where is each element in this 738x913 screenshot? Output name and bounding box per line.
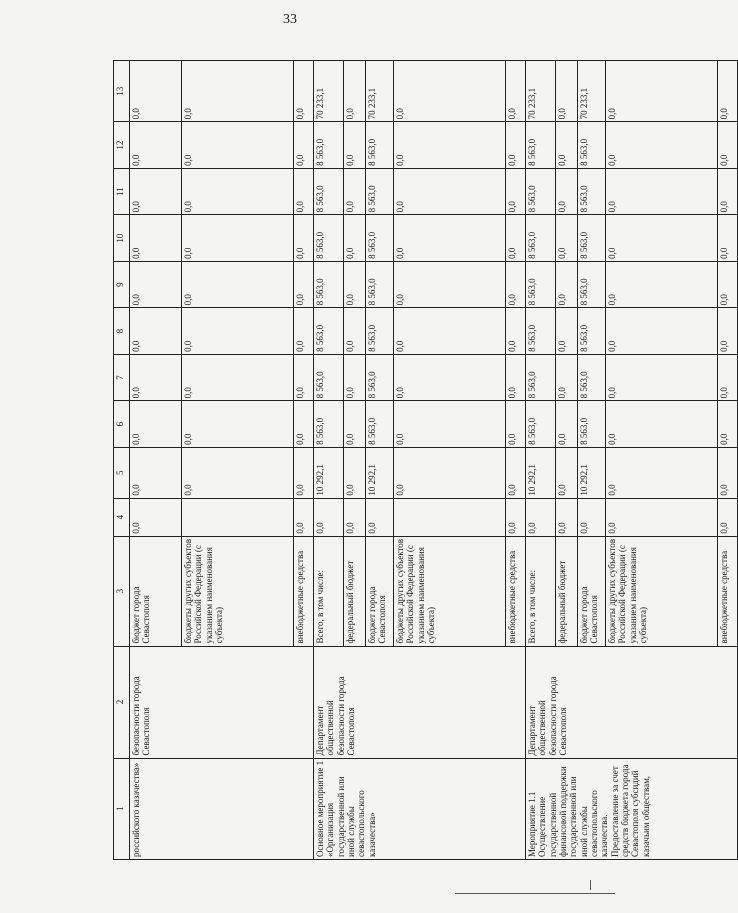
column-number: 3 bbox=[114, 536, 130, 646]
page-number: 33 bbox=[283, 12, 297, 27]
value-cell: 70 233,1 bbox=[366, 61, 394, 122]
value-cell: 0,0 bbox=[506, 61, 526, 122]
value-cell: 8 563,0 bbox=[314, 354, 344, 401]
value-cell: 8 563,0 bbox=[366, 354, 394, 401]
value-cell: 0,0 bbox=[556, 308, 578, 355]
value-cell: 0,0 bbox=[394, 447, 506, 498]
column-number: 9 bbox=[114, 261, 130, 308]
value-cell: 0,0 bbox=[556, 215, 578, 262]
funding-source-cell: бюджет города Севастополя bbox=[578, 536, 606, 646]
value-cell: 8 563,0 bbox=[366, 215, 394, 262]
value-cell: 8 563,0 bbox=[578, 401, 606, 448]
value-cell: 0,0 bbox=[344, 498, 366, 536]
value-cell: 10 292,1 bbox=[366, 447, 394, 498]
value-cell: 8 563,0 bbox=[578, 308, 606, 355]
value-cell: 8 563,0 bbox=[314, 308, 344, 355]
footer-rule bbox=[455, 893, 615, 894]
value-cell: 0,0 bbox=[294, 308, 314, 355]
value-cell: 0,0 bbox=[182, 401, 294, 448]
column-number: 10 bbox=[114, 215, 130, 262]
value-cell: 8 563,0 bbox=[526, 354, 556, 401]
column-number: 6 bbox=[114, 401, 130, 448]
value-cell: 0,0 bbox=[526, 498, 556, 536]
value-cell: 0,0 bbox=[394, 168, 506, 215]
value-cell: 0,0 bbox=[718, 261, 738, 308]
value-cell: 8 563,0 bbox=[526, 215, 556, 262]
column-number: 4 bbox=[114, 498, 130, 536]
column-number: 5 bbox=[114, 447, 130, 498]
measure-name-cell: Основное мероприятие 1 «Организация государственной или иной службы севастопольского казачества» bbox=[314, 758, 526, 859]
column-number-row bbox=[114, 61, 130, 860]
value-cell: 0,0 bbox=[556, 122, 578, 169]
value-cell: 0,0 bbox=[182, 215, 294, 262]
value-cell: 0,0 bbox=[344, 447, 366, 498]
value-cell: 0,0 bbox=[394, 354, 506, 401]
value-cell: 8 563,0 bbox=[526, 261, 556, 308]
value-cell: 8 563,0 bbox=[314, 215, 344, 262]
value-cell: 0,0 bbox=[344, 354, 366, 401]
value-cell: 8 563,0 bbox=[578, 215, 606, 262]
value-cell: 10 292,1 bbox=[578, 447, 606, 498]
value-cell: 0,0 bbox=[718, 354, 738, 401]
value-cell: 0,0 bbox=[344, 261, 366, 308]
value-cell: 0,0 bbox=[718, 61, 738, 122]
funding-source-cell: внебюджетные средства bbox=[294, 536, 314, 646]
value-cell: 10 292,1 bbox=[526, 447, 556, 498]
value-cell: 0,0 bbox=[314, 498, 344, 536]
value-cell: 0,0 bbox=[130, 261, 182, 308]
value-cell: 0,0 bbox=[556, 61, 578, 122]
value-cell: 0,0 bbox=[718, 168, 738, 215]
value-cell: 0,0 bbox=[344, 61, 366, 122]
value-cell: 0,0 bbox=[130, 354, 182, 401]
value-cell: 0,0 bbox=[718, 122, 738, 169]
value-cell: 0,0 bbox=[182, 122, 294, 169]
value-cell: 0,0 bbox=[294, 401, 314, 448]
value-cell: 0,0 bbox=[182, 308, 294, 355]
value-cell: 0,0 bbox=[294, 498, 314, 536]
value-cell: 0,0 bbox=[130, 308, 182, 355]
value-cell: 8 563,0 bbox=[578, 354, 606, 401]
table-row bbox=[526, 61, 556, 860]
value-cell: 8 563,0 bbox=[526, 168, 556, 215]
value-cell: 0,0 bbox=[606, 498, 718, 536]
value-cell: 0,0 bbox=[718, 215, 738, 262]
funding-source-cell: бюджет города Севастополя bbox=[366, 536, 394, 646]
funding-source-cell: Всего, в том числе: bbox=[314, 536, 344, 646]
value-cell: 0,0 bbox=[366, 498, 394, 536]
value-cell: 0,0 bbox=[344, 308, 366, 355]
column-number: 1 bbox=[114, 758, 130, 859]
value-cell: 0,0 bbox=[506, 447, 526, 498]
budget-table bbox=[113, 60, 738, 860]
value-cell: 0,0 bbox=[294, 215, 314, 262]
column-number: 2 bbox=[114, 646, 130, 758]
value-cell bbox=[394, 498, 506, 536]
value-cell: 0,0 bbox=[182, 61, 294, 122]
value-cell: 0,0 bbox=[556, 261, 578, 308]
value-cell: 0,0 bbox=[506, 122, 526, 169]
value-cell: 8 563,0 bbox=[366, 122, 394, 169]
value-cell: 0,0 bbox=[506, 308, 526, 355]
value-cell: 8 563,0 bbox=[526, 122, 556, 169]
value-cell: 0,0 bbox=[130, 168, 182, 215]
value-cell: 0,0 bbox=[606, 447, 718, 498]
column-number: 7 bbox=[114, 354, 130, 401]
executor-cell: Департамент общественной безопасности города Севастополя bbox=[314, 646, 526, 758]
table-row bbox=[314, 61, 344, 860]
value-cell: 0,0 bbox=[606, 354, 718, 401]
value-cell: 0,0 bbox=[344, 401, 366, 448]
value-cell: 0,0 bbox=[506, 401, 526, 448]
value-cell: 0,0 bbox=[394, 215, 506, 262]
footer-mark bbox=[590, 880, 605, 890]
value-cell: 8 563,0 bbox=[314, 261, 344, 308]
value-cell: 0,0 bbox=[506, 168, 526, 215]
value-cell: 0,0 bbox=[344, 215, 366, 262]
table-row bbox=[130, 61, 182, 860]
value-cell: 0,0 bbox=[130, 215, 182, 262]
value-cell: 0,0 bbox=[556, 168, 578, 215]
value-cell: 0,0 bbox=[506, 498, 526, 536]
value-cell: 0,0 bbox=[130, 401, 182, 448]
value-cell: 0,0 bbox=[394, 61, 506, 122]
value-cell: 8 563,0 bbox=[366, 401, 394, 448]
value-cell: 0,0 bbox=[182, 354, 294, 401]
value-cell: 8 563,0 bbox=[314, 122, 344, 169]
executor-cell: безопасности города Севастополя bbox=[130, 646, 314, 758]
funding-source-cell: бюджеты других субъектов Российской Федерации (с указанием наименования субъекта) bbox=[606, 536, 718, 646]
value-cell: 70 233,1 bbox=[578, 61, 606, 122]
value-cell: 0,0 bbox=[344, 168, 366, 215]
funding-source-cell: бюджет города Севастополя bbox=[130, 536, 182, 646]
value-cell: 0,0 bbox=[556, 447, 578, 498]
funding-source-cell: внебюджетные средства bbox=[718, 536, 738, 646]
value-cell: 8 563,0 bbox=[526, 308, 556, 355]
value-cell: 0,0 bbox=[606, 215, 718, 262]
measure-name-cell: российского казачества» bbox=[130, 758, 314, 859]
value-cell: 0,0 bbox=[294, 168, 314, 215]
value-cell: 70 233,1 bbox=[314, 61, 344, 122]
value-cell: 0,0 bbox=[718, 308, 738, 355]
value-cell: 0,0 bbox=[344, 122, 366, 169]
funding-source-cell: бюджеты других субъектов Российской Федерации (с указанием наименования субъекта) bbox=[394, 536, 506, 646]
funding-source-cell: федеральный бюджет bbox=[556, 536, 578, 646]
value-cell: 0,0 bbox=[556, 498, 578, 536]
funding-source-cell: Всего, в том числе: bbox=[526, 536, 556, 646]
value-cell: 0,0 bbox=[394, 401, 506, 448]
value-cell: 8 563,0 bbox=[314, 401, 344, 448]
value-cell: 8 563,0 bbox=[366, 308, 394, 355]
executor-cell: Департамент общественной безопасности города Севастополя bbox=[526, 646, 738, 758]
value-cell: 0,0 bbox=[394, 261, 506, 308]
value-cell: 8 563,0 bbox=[314, 168, 344, 215]
value-cell: 0,0 bbox=[130, 498, 182, 536]
value-cell: 0,0 bbox=[294, 354, 314, 401]
value-cell: 0,0 bbox=[294, 122, 314, 169]
value-cell: 0,0 bbox=[556, 401, 578, 448]
value-cell: 0,0 bbox=[394, 122, 506, 169]
value-cell: 0,0 bbox=[606, 122, 718, 169]
value-cell: 8 563,0 bbox=[366, 261, 394, 308]
value-cell: 0,0 bbox=[606, 401, 718, 448]
value-cell bbox=[182, 498, 294, 536]
funding-source-cell: внебюджетные средства bbox=[506, 536, 526, 646]
value-cell: 8 563,0 bbox=[578, 168, 606, 215]
value-cell: 0,0 bbox=[556, 354, 578, 401]
rotated-table-wrapper bbox=[113, 60, 729, 860]
column-number: 8 bbox=[114, 308, 130, 355]
column-number: 11 bbox=[114, 168, 130, 215]
value-cell: 0,0 bbox=[718, 498, 738, 536]
value-cell: 0,0 bbox=[506, 354, 526, 401]
column-number: 12 bbox=[114, 122, 130, 169]
value-cell: 8 563,0 bbox=[366, 168, 394, 215]
value-cell: 0,0 bbox=[606, 308, 718, 355]
table-body bbox=[114, 61, 738, 860]
value-cell: 0,0 bbox=[182, 447, 294, 498]
value-cell: 0,0 bbox=[130, 447, 182, 498]
funding-source-cell: бюджеты других субъектов Российской Федерации (с указанием наименования субъекта) bbox=[182, 536, 294, 646]
value-cell: 8 563,0 bbox=[578, 122, 606, 169]
value-cell: 0,0 bbox=[606, 61, 718, 122]
value-cell: 0,0 bbox=[294, 261, 314, 308]
value-cell: 0,0 bbox=[578, 498, 606, 536]
value-cell: 0,0 bbox=[130, 61, 182, 122]
value-cell: 0,0 bbox=[606, 261, 718, 308]
value-cell: 0,0 bbox=[294, 447, 314, 498]
measure-name-cell: Мероприятие 1.1 Осуществление государственной финансовой поддержки государственной или иной службы севастопольского казачества. Предоставление за счет средств бюджета города Севастополя субсидий казачьим обществам, bbox=[526, 758, 738, 859]
value-cell: 0,0 bbox=[506, 261, 526, 308]
value-cell: 8 563,0 bbox=[578, 261, 606, 308]
value-cell: 0,0 bbox=[718, 447, 738, 498]
value-cell: 70 233,1 bbox=[526, 61, 556, 122]
value-cell: 0,0 bbox=[294, 61, 314, 122]
column-number: 13 bbox=[114, 61, 130, 122]
value-cell: 0,0 bbox=[130, 122, 182, 169]
value-cell: 0,0 bbox=[394, 308, 506, 355]
value-cell: 0,0 bbox=[182, 168, 294, 215]
value-cell: 0,0 bbox=[182, 261, 294, 308]
funding-source-cell: федеральный бюджет bbox=[344, 536, 366, 646]
value-cell: 0,0 bbox=[718, 401, 738, 448]
value-cell: 10 292,1 bbox=[314, 447, 344, 498]
value-cell: 8 563,0 bbox=[526, 401, 556, 448]
value-cell: 0,0 bbox=[606, 168, 718, 215]
value-cell: 0,0 bbox=[506, 215, 526, 262]
